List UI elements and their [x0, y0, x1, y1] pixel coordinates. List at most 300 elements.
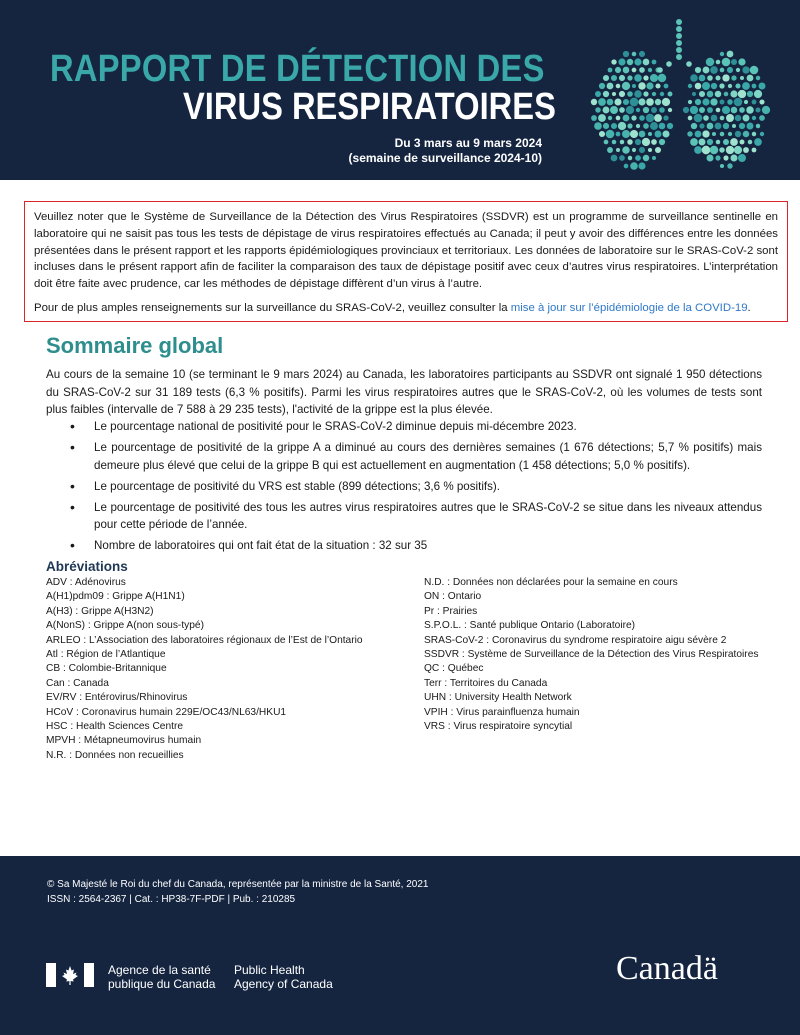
lung-dot	[652, 156, 656, 160]
abbreviation-item: ARLEO : L’Association des laboratoires régionaux de l’Est de l’Ontario	[46, 634, 363, 646]
lung-dot	[738, 90, 746, 98]
abbreviation-item: HCoV : Coronavirus humain 229E/OC43/NL63/HKU1	[46, 706, 287, 718]
lung-dot	[632, 52, 637, 57]
lung-dot	[703, 67, 710, 74]
lung-dot	[711, 83, 717, 89]
trachea-dot	[676, 26, 682, 32]
lung-dot	[739, 107, 745, 113]
lung-dot	[599, 131, 605, 137]
lung-dot	[659, 107, 665, 113]
lung-dot	[711, 115, 718, 122]
lung-dot	[668, 92, 673, 97]
lung-dot	[643, 75, 648, 80]
lung-dot	[604, 140, 609, 145]
lung-dot	[748, 140, 752, 144]
lung-dot	[720, 52, 724, 56]
lung-dot	[635, 155, 641, 161]
lung-dot	[735, 83, 740, 88]
lung-dot	[635, 139, 641, 145]
lung-dot	[736, 68, 740, 72]
lung-dot	[712, 132, 716, 136]
lung-dot	[715, 91, 722, 98]
lung-dot	[710, 66, 718, 74]
lung-dot	[716, 108, 721, 113]
abbreviation-item: N.R. : Données non recueillies	[46, 749, 184, 761]
lung-dot	[754, 90, 762, 98]
lung-dot	[732, 124, 736, 128]
lung-dot	[658, 74, 666, 82]
disclaimer-notice	[24, 201, 788, 322]
trachea-dot	[676, 40, 682, 46]
canada-flag-icon	[46, 963, 94, 987]
lung-dot	[726, 146, 734, 154]
lung-dot	[618, 58, 625, 65]
lung-dot	[710, 98, 717, 105]
lung-dot	[662, 98, 670, 106]
lung-dot	[743, 131, 750, 138]
lung-dot	[690, 106, 698, 114]
lung-dot	[651, 139, 657, 145]
lung-dot	[622, 82, 630, 90]
abbreviation-item: A(H1)pdm09 : Grippe A(H1N1)	[46, 591, 185, 603]
report-title-line1: RAPPORT DE DÉTECTION DES	[50, 48, 545, 90]
lung-dot	[648, 68, 652, 72]
lung-dot	[722, 58, 731, 67]
abbreviations-list-left	[46, 576, 406, 763]
lung-dot	[619, 91, 625, 97]
lung-dot	[667, 123, 673, 129]
lung-dot	[654, 114, 662, 122]
lung-dot	[720, 164, 724, 168]
lung-dot	[626, 106, 634, 114]
lung-dot	[699, 91, 705, 97]
lung-dot	[646, 98, 654, 106]
lung-dot	[707, 107, 713, 113]
lung-dot	[723, 139, 729, 145]
lung-dot	[706, 58, 715, 67]
lung-dot	[688, 84, 692, 88]
lung-dot	[699, 75, 706, 82]
lung-dot	[743, 147, 749, 153]
agency-name-french	[108, 963, 215, 991]
lung-dot	[614, 98, 621, 105]
lung-dot	[730, 154, 737, 161]
lung-dot	[643, 59, 650, 66]
lung-dot	[624, 164, 629, 169]
lung-dot	[616, 116, 621, 121]
lung-dot	[663, 115, 668, 120]
lung-dot	[687, 131, 692, 136]
lung-dot	[607, 99, 614, 106]
lung-dot	[759, 115, 765, 121]
abbreviation-item: MPVH : Métapneumovirus humain	[46, 735, 202, 747]
lung-dot	[622, 146, 629, 153]
summary-bullet: • Le pourcentage de positivité de la grippe A a diminué au cours des dernières semaines (1 676 détections; 5,7 % positifs) mais demeure plus élevé que celui de la grippe B qui est actuellement en augmentation (1 458 détections; 5,0 % positifs).	[70, 439, 762, 474]
lung-dot	[628, 156, 632, 160]
summary-title: Sommaire global	[46, 333, 224, 358]
lung-dot	[720, 132, 725, 137]
lung-dot	[716, 60, 721, 65]
lung-dot	[747, 123, 754, 130]
lung-dot	[632, 68, 637, 73]
lung-dot	[699, 107, 705, 113]
lung-dot	[694, 146, 702, 154]
lung-dot	[607, 147, 613, 153]
abbreviation-item: CB : Colombie-Britannique	[46, 663, 167, 675]
report-date-range	[349, 136, 542, 166]
lung-dot	[747, 91, 753, 97]
lung-dot	[615, 67, 621, 73]
lung-dot	[752, 148, 757, 153]
lung-dot	[692, 92, 696, 96]
lung-dot	[727, 99, 733, 105]
trachea-dot	[676, 19, 682, 25]
lung-dot	[639, 131, 646, 138]
abbreviation-item: Pr : Prairies	[424, 605, 478, 617]
lung-dot	[611, 75, 617, 81]
lung-dot	[603, 91, 609, 97]
lung-dot	[690, 74, 698, 82]
lung-dot	[738, 58, 745, 65]
notice-paragraph-2	[34, 300, 778, 317]
copyright-text: © Sa Majesté le Roi du chef du Canada, représentée par la ministre de la Santé, 2021	[47, 879, 429, 890]
lung-dot	[752, 132, 756, 136]
agency-name-english	[234, 963, 333, 991]
lung-dot	[715, 155, 720, 160]
lung-dot	[642, 138, 650, 146]
lung-dot	[636, 108, 640, 112]
lung-dot	[759, 99, 764, 104]
lung-dot	[618, 122, 626, 130]
lung-dot	[616, 84, 621, 89]
lung-dot	[620, 140, 624, 144]
lung-dot	[731, 107, 738, 114]
lung-dot	[716, 140, 721, 145]
lung-dot	[719, 83, 724, 88]
lung-dot	[655, 131, 662, 138]
lung-dot	[707, 139, 713, 145]
summary-bullet: • Le pourcentage de positivité des tous les autres virus respiratoires autres que le SRAS-CoV-2 se situe dans les niveaux attendus pour cette période de l’année.	[70, 499, 762, 534]
lung-dot	[747, 75, 754, 82]
lung-dot	[623, 51, 629, 57]
lung-dot	[591, 115, 597, 121]
summary-bullet: • Le pourcentage national de positivité pour le SRAS-CoV-2 diminue depuis mi-décembre 2023.	[70, 418, 762, 436]
abbreviation-item: Terr : Territoires du Canada	[424, 677, 548, 689]
lung-dot	[691, 123, 697, 129]
lung-dot	[627, 139, 632, 144]
lung-dot	[638, 82, 645, 89]
lung-dot	[723, 155, 728, 160]
lung-dot	[611, 155, 618, 162]
abbreviation-item: A(NonS) : Grippe A(non sous-typé)	[46, 620, 204, 632]
lung-dot	[702, 82, 710, 90]
lung-dot	[707, 75, 713, 81]
notice-paragraph-1: Veuillez noter que le Système de Surveillance de la Détection des Virus Respiratoires (SSDVR) est un programme de surveillance sentinelle en laboratoire qui ne saisit pas tous les tests de dépistage de virus respiratoires effectués au Canada; il peut y avoir des différences entre les données présentées dans le présent rapport et les rapports épidémiologiques provinciaux et territoriaux. Les données de laboratoire sur le SRAS-CoV-2 sont incluses dans le présent rapport afin de faciliter la comparaison des taux de dépistage positif avec ceux d’autres virus respiratoires. L’interprétation doit être faite avec prudence, car les méthodes de dépistage diffèrent d’un virus à l’autre.	[34, 211, 778, 291]
lung-dot	[638, 98, 645, 105]
abbreviation-item: Atl : Région de l’Atlantique	[46, 649, 166, 661]
lung-dot	[742, 82, 750, 90]
abbreviation-item: SSDVR : Système de Surveillance de la Détection des Virus Respiratoires	[424, 649, 759, 661]
lung-dot	[720, 116, 725, 121]
lung-dot	[610, 106, 618, 114]
lung-dot	[595, 107, 600, 112]
lung-dot	[643, 91, 648, 96]
lung-dot	[655, 99, 661, 105]
lung-dot	[719, 147, 724, 152]
lung-dot	[740, 140, 745, 145]
lung-dot	[726, 114, 734, 122]
lung-dot	[598, 98, 606, 106]
lung-dot	[738, 154, 746, 162]
lung-dot	[623, 99, 629, 105]
lung-dot	[659, 123, 666, 130]
notice-prefix: Pour de plus amples renseignements sur la surveillance du SRAS-CoV-2, veuillez consulter la	[34, 301, 511, 314]
lung-dot	[702, 146, 711, 155]
abbreviation-item: A(H3) : Grippe A(H3N2)	[46, 605, 154, 617]
lung-dot	[662, 130, 669, 137]
lung-dot	[616, 148, 620, 152]
abbreviations-title: Abréviations	[46, 559, 128, 574]
lung-dot	[720, 68, 725, 73]
lung-dot	[688, 100, 692, 104]
agency-fr-line1: Agence de la santé	[108, 963, 211, 977]
lung-dot	[683, 107, 689, 113]
lung-dot	[746, 106, 754, 114]
lung-dot	[694, 114, 703, 123]
abbreviation-item: HSC : Health Sciences Centre	[46, 721, 184, 733]
lung-dot	[655, 147, 661, 153]
lung-dot	[594, 122, 602, 130]
lung-dot	[631, 115, 636, 120]
lung-dot	[740, 76, 744, 80]
lung-dot	[603, 123, 609, 129]
trachea-dot	[676, 54, 682, 60]
lung-dot	[608, 116, 612, 120]
lungs-dots-icon	[584, 18, 774, 170]
abbreviation-item: VPIH : Virus parainfluenza humain	[424, 706, 580, 718]
lung-dot	[688, 116, 693, 121]
lung-dot	[715, 123, 722, 130]
summary-bullet: • Le pourcentage de positivité du VRS est stable (899 détections; 3,6 % positifs).	[70, 478, 762, 496]
lung-dot	[634, 74, 642, 82]
lung-dot	[652, 60, 657, 65]
lung-dot	[759, 83, 766, 90]
lung-dot	[599, 83, 605, 89]
lung-dot	[646, 114, 654, 122]
lung-dot	[606, 130, 615, 139]
lung-dot	[619, 155, 625, 161]
lung-dot	[703, 115, 709, 121]
agency-en-line1: Public Health	[234, 963, 305, 977]
lung-dot	[627, 59, 633, 65]
lung-dot	[591, 99, 597, 105]
lung-dot	[727, 51, 734, 58]
lung-dot	[660, 92, 664, 96]
lung-dot	[731, 75, 736, 80]
lung-dot	[643, 123, 649, 129]
summary-bullet-list	[70, 418, 762, 558]
lung-dot	[707, 91, 714, 98]
lung-dot	[734, 98, 743, 107]
lung-dot	[639, 147, 645, 153]
lung-dot	[727, 163, 732, 168]
lung-dot	[646, 82, 653, 89]
lung-dot	[652, 92, 656, 96]
covid-epidemiology-link[interactable]: mise à jour sur l’épidémiologie de la COVID-19	[510, 301, 748, 314]
lung-dot	[607, 83, 614, 90]
lung-dot	[668, 108, 672, 112]
lung-dot	[710, 146, 718, 154]
abbreviation-item: N.D. : Données non déclarées pour la semaine en cours	[424, 577, 678, 588]
lung-dot	[630, 98, 639, 107]
abbreviation-item: ADV : Adénovirus	[46, 577, 126, 588]
lung-dot	[638, 162, 645, 169]
lung-dot	[612, 92, 616, 96]
lung-dot	[634, 90, 641, 97]
abbreviation-item: Can : Canada	[46, 677, 109, 689]
lung-dot	[627, 91, 633, 97]
lung-dot	[760, 132, 764, 136]
lung-dot	[659, 139, 665, 145]
notice-suffix: .	[747, 301, 751, 314]
lung-dot	[623, 67, 630, 74]
agency-en-line2: Agency of Canada	[234, 977, 333, 991]
lung-dot	[730, 138, 738, 146]
abbreviation-item: SRAS-CoV-2 : Coronavirus du syndrome respiratoire aigu sévère 2	[424, 634, 727, 646]
report-title-line2: VIRUS RESPIRATOIRES	[183, 86, 556, 128]
lung-dot	[722, 106, 730, 114]
lung-dot	[695, 131, 702, 138]
abbreviation-item: VRS : Virus respiratoire syncytial	[424, 721, 573, 733]
lung-dot	[651, 107, 657, 113]
lung-dot	[755, 107, 760, 112]
agency-fr-line2: publique du Canada	[108, 977, 216, 991]
lung-dot	[707, 155, 714, 162]
surveillance-week: (semaine de surveillance 2024-10)	[348, 151, 542, 165]
lung-dot	[724, 92, 729, 97]
lung-dot	[750, 66, 759, 75]
lung-dot	[639, 67, 645, 73]
lung-dot	[622, 130, 630, 138]
lung-dot	[731, 59, 737, 65]
lung-dot	[752, 100, 757, 105]
lung-dot	[715, 75, 720, 80]
bronchi-dot	[657, 67, 663, 73]
abbreviation-item: UHN : University Health Network	[424, 692, 572, 704]
summary-intro: Au cours de la semaine 10 (se terminant le 9 mars 2024) au Canada, les laboratoires participants au SSDVR ont signalé 1 950 détections du SRAS-CoV-2 sur 31 189 tests (6,3 % positifs). Parmi les virus respiratoires autres que le SRAS-CoV-2, où les volumes de tests sont plus faibles (intervalle de 7 588 à 29 235 tests), l'activité de la grippe est la plus élevée.	[46, 368, 762, 416]
lung-dot	[690, 138, 698, 146]
report-header	[0, 0, 800, 180]
lung-dot	[762, 106, 770, 114]
abbreviation-item: QC : Québec	[424, 663, 484, 675]
publication-ids: ISSN : 2564-2367 | Cat. : HP38-7F-PDF | Pub. : 210285	[47, 894, 296, 905]
lung-dot	[702, 130, 709, 137]
lung-dot	[742, 66, 749, 73]
lung-dot	[608, 68, 613, 73]
lung-dot	[648, 148, 652, 152]
abbreviation-item: ON : Ontario	[424, 591, 482, 603]
bronchi-dot	[666, 61, 672, 67]
lung-dot	[756, 124, 760, 128]
lung-dot	[611, 59, 616, 64]
lung-dot	[643, 155, 649, 161]
lung-dot	[720, 100, 725, 105]
lung-dot	[636, 124, 640, 128]
lung-dot	[650, 74, 658, 82]
date-range: Du 3 mars au 9 mars 2024	[394, 136, 542, 150]
lung-dot	[728, 84, 732, 88]
lung-dot	[648, 132, 652, 136]
lung-dot	[728, 132, 732, 136]
lung-dot	[734, 146, 742, 154]
lung-dot	[754, 138, 762, 146]
lung-dot	[630, 130, 638, 138]
summary-bullet: • Nombre de laboratoires qui ont fait état de la situation : 32 sur 35	[70, 537, 762, 555]
abbreviation-item: S.P.O.L. : Santé publique Ontario (Laboratoire)	[424, 620, 636, 632]
lung-dot	[627, 123, 632, 128]
canada-wordmark: Canadä	[616, 950, 718, 987]
lung-dot	[702, 98, 709, 105]
lung-dot	[598, 114, 606, 122]
lung-dot	[707, 123, 714, 130]
lung-dot	[634, 58, 641, 65]
lung-dot	[743, 115, 750, 122]
lung-dot	[752, 84, 757, 89]
lung-dot	[723, 123, 729, 129]
lung-dot	[655, 83, 660, 88]
lung-dot	[603, 107, 610, 114]
lung-dot	[699, 139, 706, 146]
bronchi-dot	[686, 61, 692, 67]
trachea-dot	[676, 47, 682, 53]
lung-dot	[727, 67, 733, 73]
lung-dot	[595, 91, 601, 97]
lung-dot	[735, 115, 742, 122]
bronchi-dot	[695, 67, 701, 73]
trachea-dot	[676, 33, 682, 39]
lung-dot	[756, 76, 760, 80]
lung-dot	[699, 123, 704, 128]
lung-dot	[623, 115, 630, 122]
lung-dot	[619, 75, 625, 81]
lung-dot	[735, 131, 741, 137]
lung-dot	[752, 116, 756, 120]
lung-dot	[650, 122, 658, 130]
lung-dot	[632, 148, 636, 152]
lung-dot	[730, 90, 737, 97]
lung-dot	[611, 123, 617, 129]
lung-dot	[639, 115, 645, 121]
lung-dot	[632, 84, 636, 88]
lung-dot	[744, 100, 748, 104]
lung-dot	[639, 51, 645, 57]
lung-dot	[722, 74, 729, 81]
abbreviations-list-right	[424, 576, 764, 734]
lung-dot	[630, 162, 638, 170]
lung-dot	[619, 107, 625, 113]
report-footer	[0, 856, 800, 1035]
lung-dot	[616, 132, 621, 137]
abbreviation-item: EV/RV : Entérovirus/Rhinovirus	[46, 692, 188, 704]
lung-dot	[695, 99, 701, 105]
lung-dot	[612, 140, 617, 145]
lung-dot	[695, 83, 702, 90]
lung-dot	[664, 84, 669, 89]
lung-dot	[627, 75, 632, 80]
lung-dot	[739, 123, 745, 129]
lung-dot	[603, 75, 609, 81]
lung-dot	[643, 107, 649, 113]
